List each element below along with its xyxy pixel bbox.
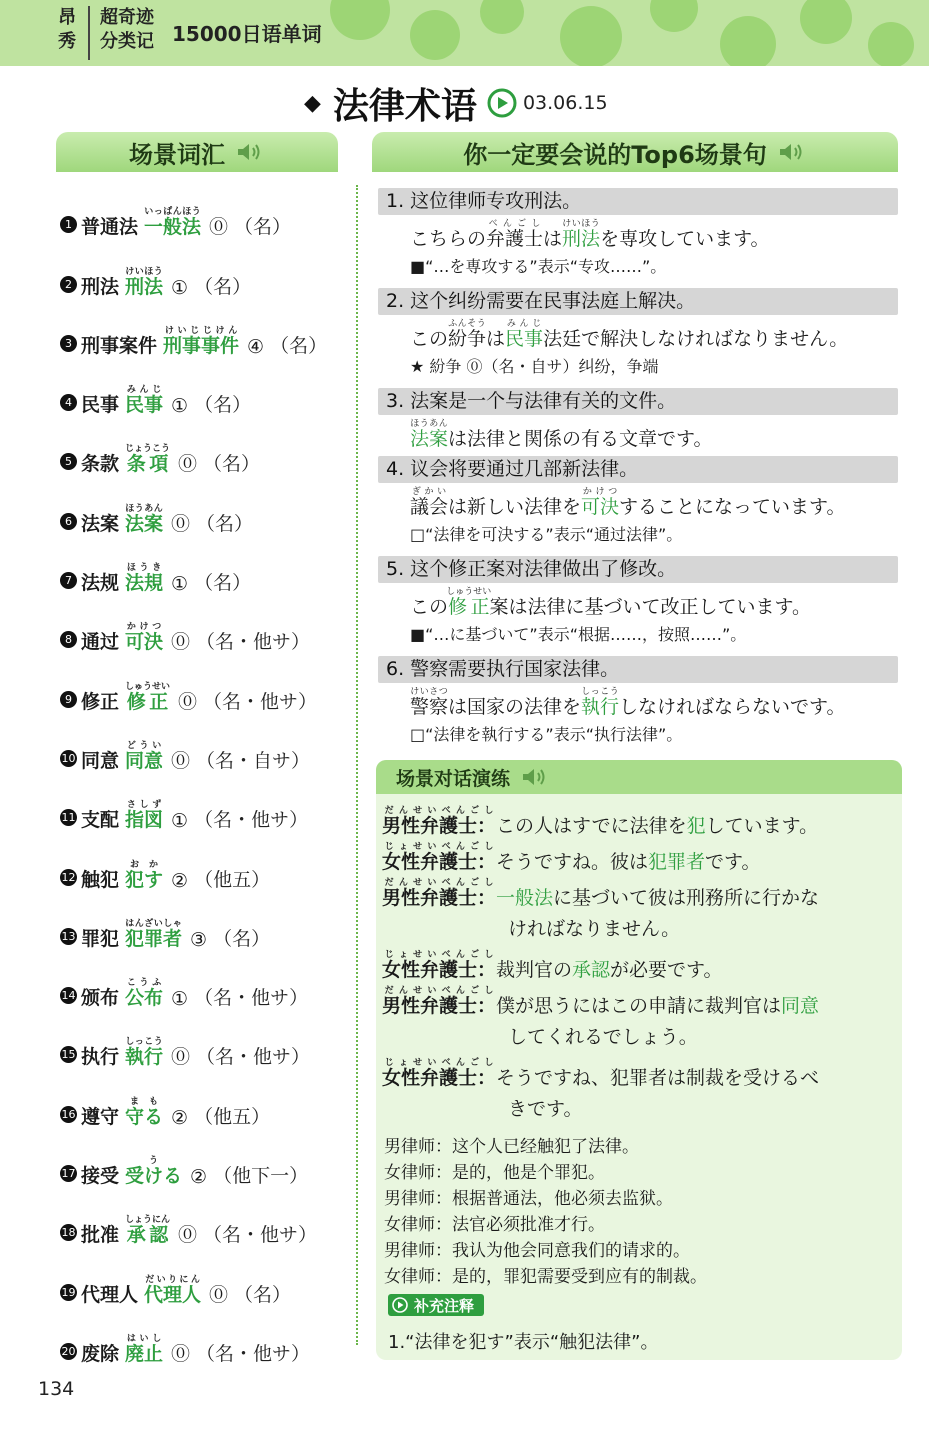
book-title: 15000日语单词 [172, 22, 322, 46]
vocab-item [60, 714, 350, 773]
item-number-badge: 14 [61, 989, 76, 1003]
dialogue-continuation: してくれるでしょう。 [508, 1026, 698, 1048]
vocab-part-of-speech: （名） [194, 394, 252, 417]
vocab-part-of-speech: （他五） [194, 868, 271, 891]
deco-dot [330, 0, 390, 40]
jp-text: 法廷で解決しなければなりません。 [543, 328, 849, 350]
jp-highlight: 執行しっこう [581, 687, 620, 718]
deco-dot [560, 6, 622, 66]
vocab-chinese: 普通法 [81, 216, 139, 239]
vocab-part-of-speech: （名） [194, 275, 252, 298]
vocab-japanese: 代理人だいりにん [144, 1274, 202, 1306]
vocab-part-of-speech: （名） [194, 572, 252, 595]
vocab-part-of-speech: （名・他サ） [196, 1046, 311, 1069]
vocab-japanese: 法案ほうあん [125, 503, 164, 535]
dialogue-line [382, 842, 761, 877]
vocab-accent: ② [190, 1166, 208, 1189]
item-number-badge: 2 [60, 276, 77, 293]
dialogue-line [382, 878, 819, 913]
vocab-accent: ⓪ [178, 1224, 198, 1247]
sentence-chinese: 3. 法案是一个与法律有关的文件。 [378, 388, 898, 415]
vocab-item [60, 595, 350, 654]
dialogue-highlight: 一般法 [496, 887, 554, 909]
speaker-icon[interactable] [777, 141, 807, 163]
vocab-accent: ② [171, 1106, 189, 1129]
sentence-block [378, 288, 898, 380]
vocab-part-of-speech: （名・他サ） [196, 631, 311, 654]
sentence-block [378, 556, 898, 648]
vocab-chinese: 批准 [81, 1224, 120, 1247]
item-number-badge: 12 [61, 870, 76, 884]
deco-dot [410, 10, 460, 60]
speaker-label: 男性弁護士：だんせいべんごし [382, 878, 497, 909]
dialogue-line [382, 806, 818, 841]
vocab-item [60, 180, 350, 239]
item-number-badge: 16 [61, 1107, 76, 1121]
vocab-part-of-speech: （他五） [194, 1105, 271, 1128]
vocab-part-of-speech: （名） [203, 453, 261, 476]
dialogue-text: が必要です。 [610, 959, 723, 981]
sentence-block [378, 656, 898, 748]
vocab-accent: ① [171, 276, 189, 299]
vocab-item [60, 536, 350, 595]
sentence-japanese [378, 419, 898, 454]
sentence-note: ★ 紛争 ⓪（名・自サ）纠纷，争端 [410, 357, 659, 376]
jp-text: は法律と関係の有る文章です。 [448, 428, 713, 450]
dialogue-line [382, 950, 723, 985]
sentence-chinese: 1. 这位律师专攻刑法。 [378, 188, 898, 215]
vocab-item [60, 476, 350, 535]
dialogue-continuation: ければなりません。 [508, 918, 681, 940]
jp-highlight: 民事みんじ [505, 319, 544, 350]
sentence-note: □“法律を可決する”表示“通过法律”。 [410, 525, 683, 544]
sentence-block [378, 388, 898, 454]
item-number-badge: 7 [60, 572, 77, 589]
item-number-badge: 6 [60, 513, 77, 530]
vocab-japanese: 受けるう [125, 1156, 183, 1188]
vocab-part-of-speech: （名・自サ） [196, 749, 311, 772]
jp-text: この [410, 596, 449, 618]
dialogue-text: 僕が思うにはこの申請に裁判官は [496, 995, 782, 1017]
vocab-chinese: 遵守 [81, 1105, 120, 1128]
vocab-item [60, 773, 350, 832]
jp-text: この [410, 328, 449, 350]
item-number-badge: 11 [61, 811, 76, 825]
vocab-item [60, 1069, 350, 1128]
vocab-chinese: 触犯 [81, 868, 120, 891]
vocab-item [60, 1188, 350, 1247]
item-number-badge: 1 [60, 216, 77, 233]
speaker-label: 女性弁護士：じょせいべんごし [382, 842, 497, 873]
sentences-section-header: 你一定要会说的Top6场景句 [372, 132, 898, 172]
translation-line: 男律师：根据普通法，他必须去监狱。 [384, 1189, 673, 1209]
sentence-note: ■“…に基づいて”表示“根据……，按照……”。 [410, 625, 747, 644]
translation-line: 男律师：这个人已经触犯了法律。 [384, 1137, 639, 1157]
vocab-chinese: 执行 [81, 1046, 120, 1069]
vocab-japanese: 法規ほうき [125, 563, 164, 595]
jp-text: は新しい法律を [448, 496, 582, 518]
sentence-chinese: 4. 议会将要通过几部新法律。 [378, 456, 898, 483]
track-number: 03.06.15 [522, 92, 608, 114]
dialogue-text: です。 [705, 851, 761, 873]
item-number-badge: 9 [60, 691, 77, 708]
sentence-chinese: 2. 这个纠纷需要在民事法庭上解决。 [378, 288, 898, 315]
sentence-note: ■“…を専攻する”表示“专攻……”。 [410, 257, 667, 276]
header-divider [88, 6, 90, 60]
translation-line: 女律师：是的，他是个罪犯。 [384, 1163, 605, 1183]
vocab-chinese: 罪犯 [81, 927, 120, 950]
item-number-badge: 20 [61, 1344, 76, 1358]
note-tag: 补充注释 [388, 1294, 484, 1316]
dialogue-text: そうですね、犯罪者は制裁を受けるべ [496, 1067, 820, 1089]
translation-line: 女律师：是的，罪犯需要受到应有的制裁。 [384, 1267, 707, 1287]
deco-dot [868, 22, 914, 66]
vocab-accent: ⓪ [209, 1283, 229, 1306]
note-line: 1.“法律を犯す”表示“触犯法律”。 [388, 1332, 659, 1353]
vocab-chinese: 同意 [81, 749, 120, 772]
vocab-part-of-speech: （名） [196, 512, 254, 535]
item-number-badge: 4 [60, 394, 77, 411]
item-number-badge: 3 [60, 335, 77, 352]
item-number-badge: 8 [60, 631, 77, 648]
vocab-section-header: 场景词汇 [56, 132, 338, 172]
deco-dot [480, 0, 524, 34]
vocab-japanese: 一般法いっぱんほう [144, 207, 202, 239]
vocab-item [60, 239, 350, 298]
jp-text: を専攻しています。 [600, 228, 770, 250]
sentence-japanese [378, 687, 898, 722]
vocab-japanese: 修正しゅうせい [125, 681, 171, 713]
page-title [304, 80, 608, 126]
vocab-accent: ① [171, 810, 189, 833]
dialogue-header: 场景对话演练 [376, 760, 902, 794]
vocab-part-of-speech: （名） [270, 334, 328, 357]
jp-text: 案は法律に基づいて改正しています。 [489, 596, 812, 618]
dialogue-text: に基づいて彼は刑務所に行かな [553, 887, 820, 909]
speaker-label: 男性弁護士：だんせいべんごし [382, 986, 497, 1017]
vocab-accent: ③ [190, 928, 208, 951]
sentence-japanese [378, 219, 898, 254]
vocab-chinese: 颁布 [81, 987, 120, 1010]
vocab-accent: ⓪ [178, 690, 198, 713]
jp-highlight: 刑法けいほう [562, 219, 601, 250]
item-number-badge: 19 [61, 1285, 76, 1299]
vocab-chinese: 代理人 [81, 1283, 139, 1306]
page-number: 134 [38, 1378, 75, 1400]
vocab-japanese: 同意どうい [125, 740, 164, 772]
sentence-chinese: 6. 警察需要执行国家法律。 [378, 656, 898, 683]
vocab-japanese: 執行しっこう [125, 1037, 164, 1069]
vocab-accent: ⓪ [209, 216, 229, 239]
jp-text: することになっています。 [619, 496, 846, 518]
item-number-badge: 17 [61, 1167, 76, 1181]
vocab-part-of-speech: （名・他サ） [203, 1224, 318, 1247]
vocab-chinese: 刑法 [81, 275, 120, 298]
dialogue-continuation: きです。 [508, 1098, 583, 1120]
speaker-icon[interactable] [235, 141, 265, 163]
vocab-accent: ⓪ [171, 512, 191, 535]
vocab-item [60, 417, 350, 476]
jp-highlight: 法案ほうあん [410, 419, 449, 450]
item-number-badge: 13 [61, 929, 76, 943]
vocab-japanese: 守るまも [125, 1096, 164, 1128]
item-number-badge: 10 [61, 751, 76, 765]
deco-dot [800, 0, 852, 44]
vocab-chinese: 支配 [81, 809, 120, 832]
vocab-chinese: 法案 [81, 512, 120, 535]
column-divider [356, 185, 358, 1345]
vocab-chinese: 接受 [81, 1165, 120, 1188]
vocab-japanese: 犯罪者はんざいしゃ [125, 918, 183, 950]
vocab-item [60, 1129, 350, 1188]
jp-text: しなければならないです。 [619, 696, 846, 718]
vocab-accent: ⓪ [171, 1342, 191, 1365]
vocab-item [60, 299, 350, 358]
translation-line: 男律师：我认为他会同意我们的请求的。 [384, 1241, 690, 1261]
dialogue-box [376, 760, 902, 1360]
dialogue-line [382, 986, 819, 1021]
vocab-item [60, 832, 350, 891]
vocab-chinese: 法规 [81, 572, 120, 595]
jp-ruby: 紛争ふんそう [448, 319, 487, 350]
vocab-list [60, 180, 350, 1366]
vocab-chinese: 废除 [81, 1342, 120, 1365]
sentence-block [378, 456, 898, 548]
item-number-badge: 5 [60, 453, 77, 470]
vocab-accent: ⓪ [171, 631, 191, 654]
jp-ruby: 議会ぎかい [410, 487, 449, 518]
dialogue-text: しています。 [705, 815, 819, 837]
jp-ruby: 弁護士べんごし [486, 219, 544, 250]
vocab-japanese: 刑法けいほう [125, 266, 164, 298]
vocab-chinese: 条款 [81, 453, 120, 476]
play-triangle-icon [392, 1297, 408, 1313]
dialogue-line [382, 1058, 819, 1093]
sentence-chinese: 5. 这个修正案对法律做出了修改。 [378, 556, 898, 583]
sentence-note: □“法律を執行する”表示“执行法律”。 [410, 725, 683, 744]
sentence-block [378, 188, 898, 280]
item-number-badge: 18 [61, 1226, 76, 1240]
speaker-icon[interactable] [520, 766, 550, 788]
dialogue-text: この人はすでに法律を [496, 815, 687, 837]
vocab-item [60, 1307, 350, 1366]
vocab-japanese: 公布こうふ [125, 978, 164, 1010]
jp-text: は [543, 228, 563, 250]
vocab-accent: ⓪ [171, 749, 191, 772]
deco-dot [720, 16, 776, 66]
vocab-accent: ① [171, 573, 189, 596]
vocab-item [60, 654, 350, 713]
page-header [0, 0, 929, 66]
speaker-label: 女性弁護士：じょせいべんごし [382, 950, 497, 981]
vocab-part-of-speech: （名） [234, 216, 292, 239]
jp-highlight: 可決かけつ [581, 487, 620, 518]
vocab-accent: ④ [247, 335, 265, 358]
jp-ruby: 警察けいさつ [410, 687, 449, 718]
vocab-part-of-speech: （名・他サ） [194, 809, 309, 832]
vocab-part-of-speech: （名） [234, 1283, 292, 1306]
sentence-japanese [378, 319, 898, 354]
vocab-accent: ② [171, 869, 189, 892]
series-name: 超奇迹 分类记 [100, 7, 154, 52]
vocab-item [60, 951, 350, 1010]
audio-play-icon[interactable] [487, 88, 517, 118]
vocab-item [60, 358, 350, 417]
dialogue-highlight: 承認 [572, 959, 611, 981]
vocab-japanese: 犯すおか [125, 859, 164, 891]
title-bullet: ◆ [304, 90, 321, 116]
jp-text: こちらの [410, 228, 487, 250]
speaker-label: 男性弁護士：だんせいべんごし [382, 806, 497, 837]
dialogue-text: 裁判官の [496, 959, 573, 981]
sentence-japanese [378, 587, 898, 622]
jp-highlight: 修正しゅうせい [446, 587, 492, 618]
speaker-label: 女性弁護士：じょせいべんごし [382, 1058, 497, 1089]
dialogue-highlight: 犯 [686, 815, 706, 837]
vocab-chinese: 通过 [81, 631, 120, 654]
jp-text: は [486, 328, 506, 350]
vocab-accent: ① [171, 988, 189, 1011]
sentence-japanese [378, 487, 898, 522]
item-number-badge: 15 [61, 1048, 76, 1062]
vocab-japanese: 承認しょうにん [125, 1215, 171, 1247]
title-text: 法律术语 [332, 85, 477, 127]
vocab-part-of-speech: （名） [213, 927, 271, 950]
vocab-chinese: 刑事案件 [81, 334, 158, 357]
vocab-part-of-speech: （他下一） [213, 1165, 309, 1188]
deco-dot [650, 0, 698, 32]
brand: 昂 秀 [58, 7, 76, 52]
vocab-japanese: 可決かけつ [125, 622, 164, 654]
translation-line: 女律师：法官必须批准才行。 [384, 1215, 605, 1235]
vocab-japanese: 廃止はいし [125, 1333, 164, 1365]
vocab-accent: ① [171, 395, 189, 418]
dialogue-text: そうですね。彼は [496, 851, 649, 873]
vocab-part-of-speech: （名・他サ） [196, 1342, 311, 1365]
vocab-accent: ⓪ [178, 453, 198, 476]
vocab-item [60, 892, 350, 951]
vocab-accent: ⓪ [171, 1046, 191, 1069]
vocab-item [60, 1010, 350, 1069]
vocab-japanese: 条項じょうこう [125, 444, 171, 476]
vocab-chinese: 修正 [81, 690, 120, 713]
vocab-japanese: 刑事事件けいじじけん [163, 325, 240, 357]
vocab-japanese: 指図さしず [125, 800, 164, 832]
dialogue-highlight: 同意 [781, 995, 820, 1017]
vocab-japanese: 民事みんじ [125, 385, 164, 417]
vocab-chinese: 民事 [81, 394, 120, 417]
jp-text: は国家の法律を [448, 696, 582, 718]
vocab-part-of-speech: （名・他サ） [194, 987, 309, 1010]
vocab-item [60, 1247, 350, 1306]
dialogue-highlight: 犯罪者 [648, 851, 706, 873]
vocab-part-of-speech: （名・他サ） [203, 690, 318, 713]
